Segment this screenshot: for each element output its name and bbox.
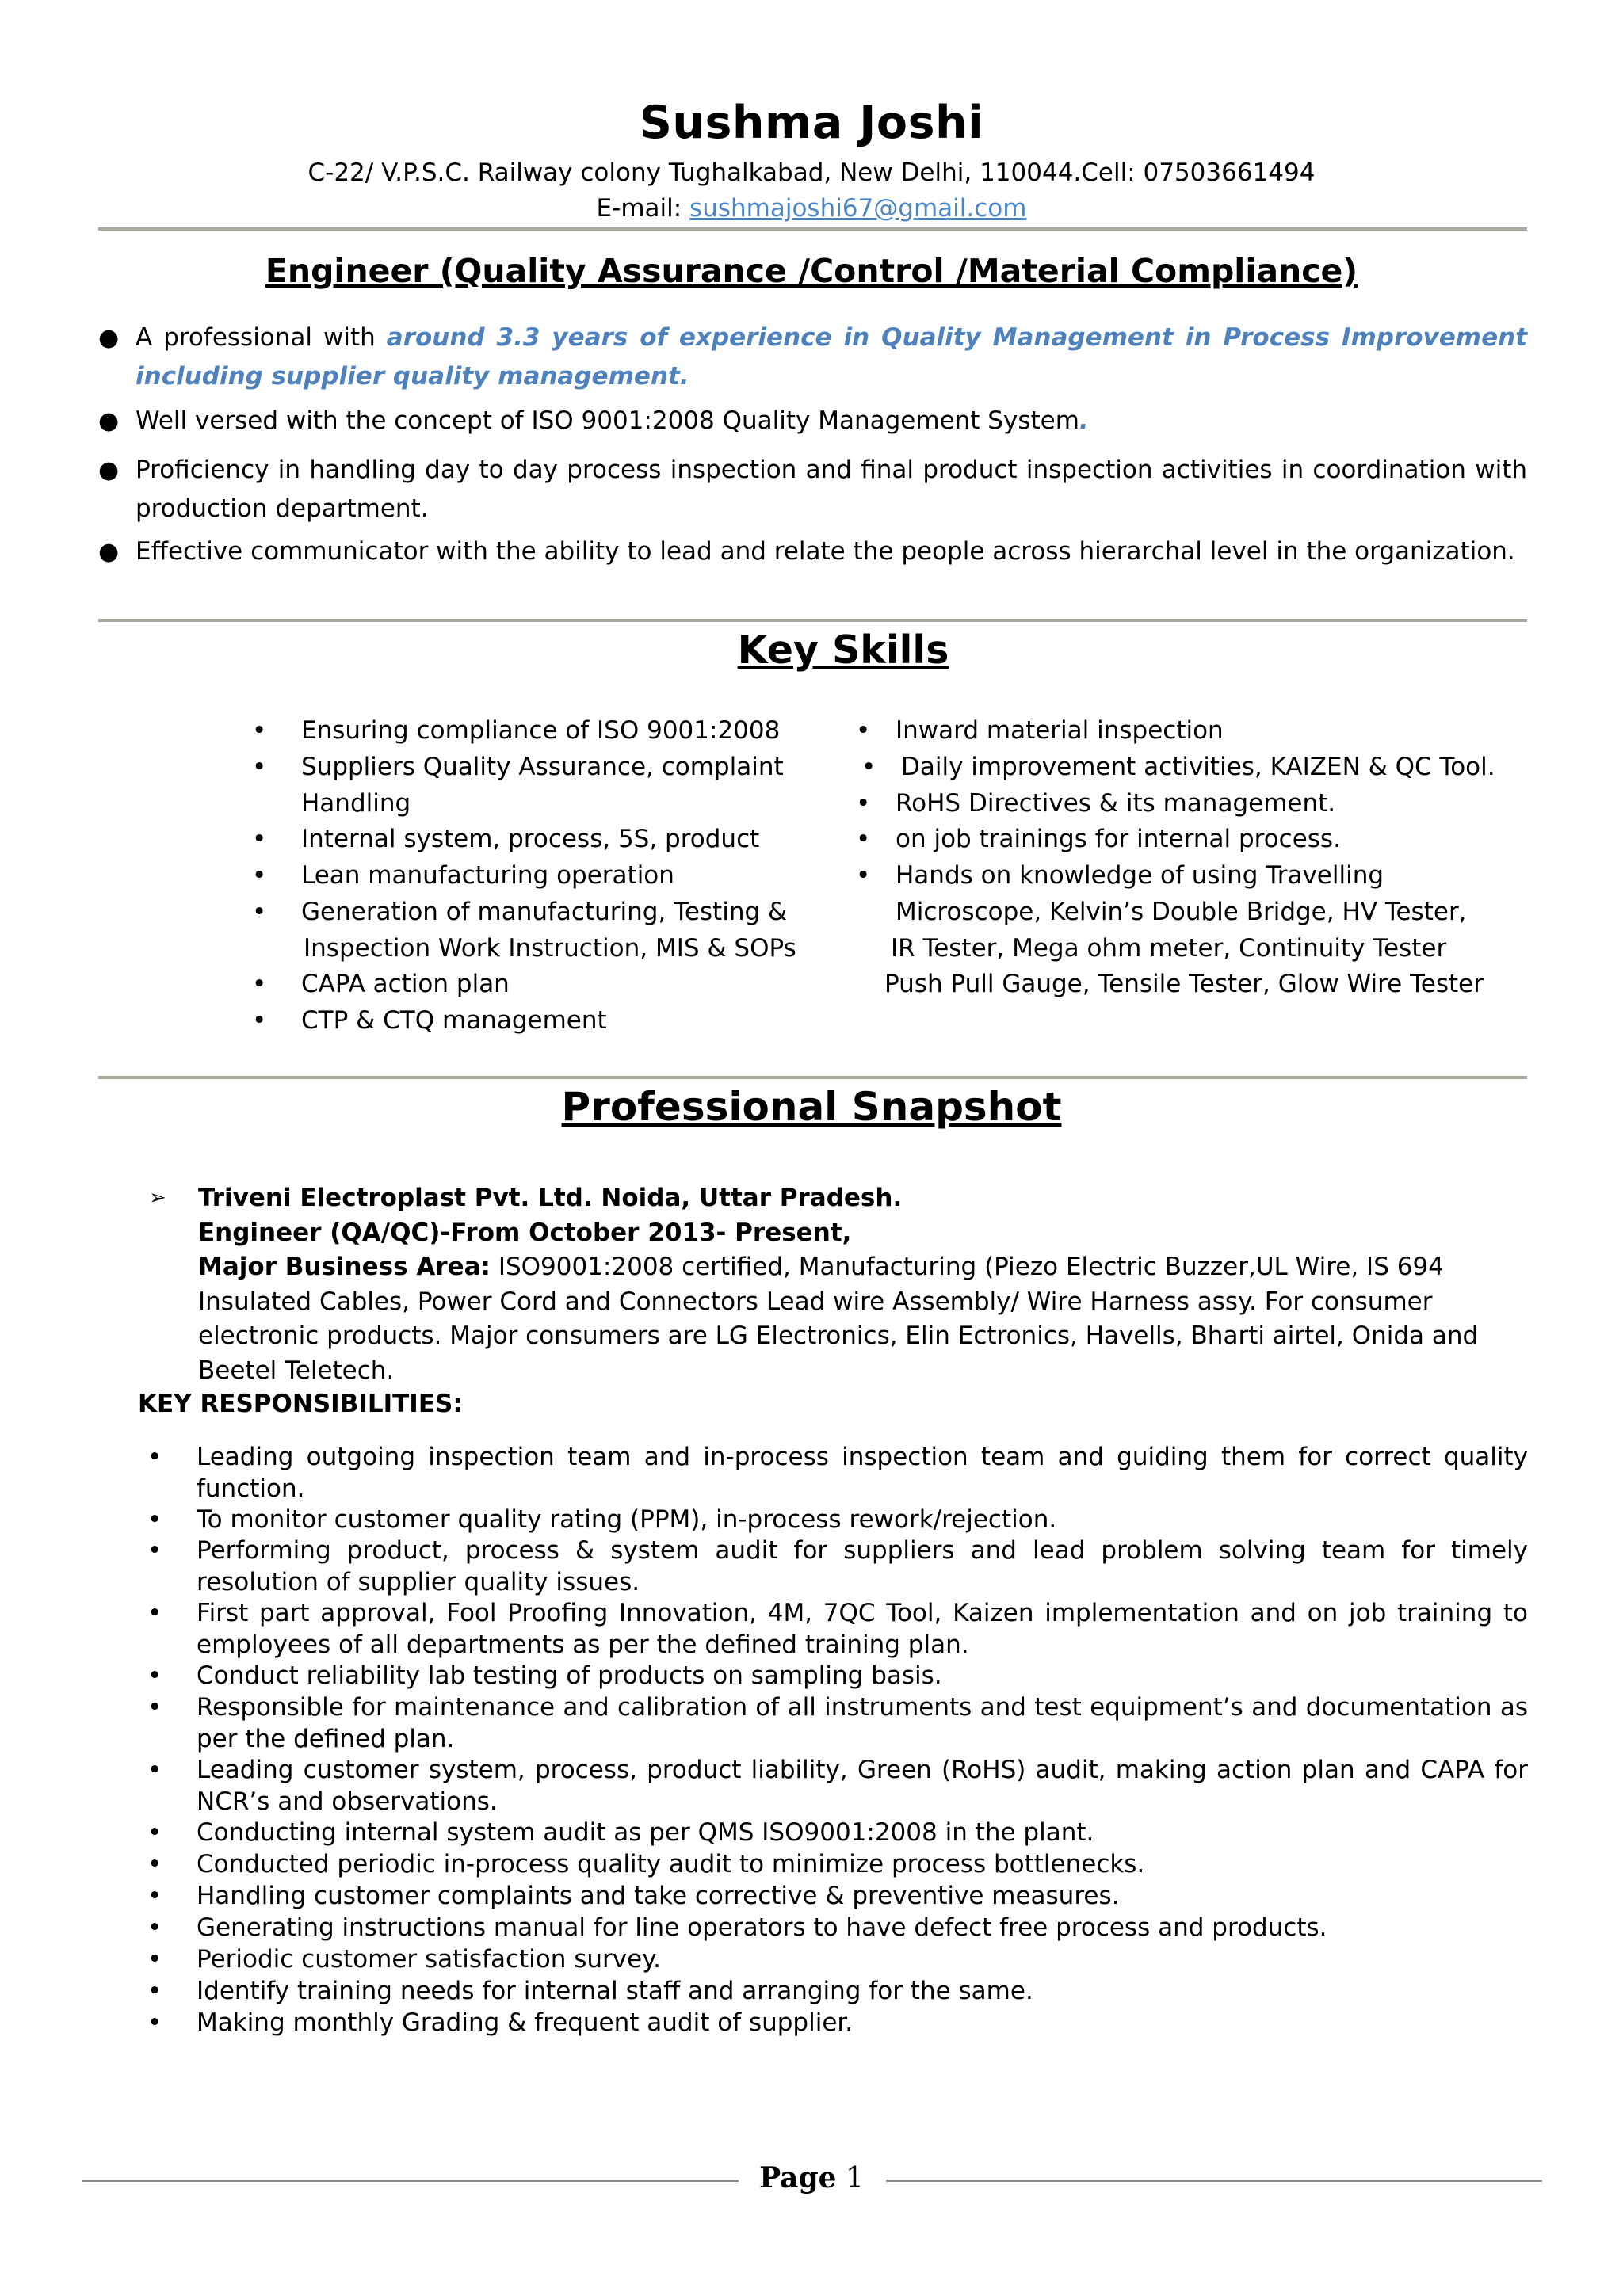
bullet-icon: • bbox=[147, 1693, 162, 1722]
divider-top bbox=[98, 227, 1527, 231]
bullet-icon: ● bbox=[98, 407, 120, 435]
responsibility-text: Conduct reliability lab testing of products on sampling basis. bbox=[197, 1661, 942, 1690]
bullet-icon: • bbox=[147, 1756, 162, 1784]
skill-continuation: Handling bbox=[301, 789, 411, 818]
bullet-icon: ● bbox=[98, 324, 120, 352]
responsibility-text: Conducting internal system audit as per QMS ISO9001:2008 in the plant. bbox=[197, 1818, 1094, 1847]
bullet-icon: • bbox=[147, 1945, 162, 1974]
business-area bbox=[198, 1250, 1529, 1388]
bullet-icon: • bbox=[147, 1882, 162, 1910]
bullet-icon: • bbox=[252, 1006, 267, 1035]
summary-text-part: A professional with bbox=[136, 323, 387, 352]
responsibility-text: Identify training needs for internal staff and arranging for the same. bbox=[197, 1977, 1033, 2005]
email-line bbox=[0, 194, 1623, 223]
divider-skills bbox=[98, 619, 1527, 622]
responsibility-text: Periodic customer satisfaction survey. bbox=[197, 1945, 662, 1974]
responsibility-text: Handling customer complaints and take corrective & preventive measures. bbox=[197, 1882, 1120, 1910]
summary-text: Effective communicator with the ability to lead and relate the people across hierarchal level in the organization. bbox=[136, 537, 1515, 566]
skill-text: on job trainings for internal process. bbox=[896, 825, 1341, 853]
skill-text: Daily improvement activities, KAIZEN & QC Tool. bbox=[901, 753, 1495, 781]
email-link[interactable]: sushmajoshi67@gmail.com bbox=[689, 194, 1027, 223]
company-details bbox=[198, 1181, 1529, 1388]
skill-text: Inward material inspection bbox=[896, 716, 1224, 745]
footer-rule-left bbox=[82, 2180, 739, 2182]
bullet-icon: • bbox=[147, 1505, 162, 1534]
skill-continuation: IR Tester, Mega ohm meter, Continuity Tester bbox=[891, 934, 1447, 963]
footer-rule-right bbox=[886, 2180, 1542, 2182]
skill-text: Suppliers Quality Assurance, complaint bbox=[301, 753, 784, 781]
responsibility-text: Generating instructions manual for line operators to have defect free process and products. bbox=[197, 1913, 1327, 1942]
responsibility-text: First part approval, Fool Proofing Innovation, 4M, 7QC Tool, Kaizen implementation and on job training to employees of all departments as per the defined training plan. bbox=[197, 1599, 1528, 1659]
bullet-icon: • bbox=[252, 825, 267, 853]
bullet-icon: • bbox=[861, 753, 876, 781]
bullet-icon: • bbox=[252, 898, 267, 926]
skill-continuation: Inspection Work Instruction, MIS & SOPs bbox=[304, 934, 796, 963]
responsibilities-title: KEY RESPONSIBILITIES: bbox=[138, 1390, 463, 1418]
bullet-icon: • bbox=[252, 716, 267, 745]
bullet-icon: • bbox=[147, 1913, 162, 1942]
summary-highlight: . bbox=[1079, 406, 1089, 435]
responsibility-text: Making monthly Grading & frequent audit of supplier. bbox=[197, 2008, 854, 2037]
skill-continuation: Push Pull Gauge, Tensile Tester, Glow Wire Tester bbox=[884, 970, 1484, 998]
skill-text: Ensuring compliance of ISO 9001:2008 bbox=[301, 716, 781, 745]
bullet-icon: • bbox=[147, 1443, 162, 1471]
bullet-icon: • bbox=[147, 1536, 162, 1565]
responsibility-text: Leading outgoing inspection team and in-process inspection team and guiding them for correct quality function. bbox=[197, 1443, 1528, 1503]
bullet-icon: • bbox=[252, 753, 267, 781]
summary-highlight: around 3.3 years of experience in Quality Management in Process Improvement including supplier quality management. bbox=[136, 323, 1528, 391]
bullet-icon: • bbox=[147, 1818, 162, 1847]
skills-title: Key Skills bbox=[737, 627, 949, 673]
responsibility-text: To monitor customer quality rating (PPM), in-process rework/rejection. bbox=[197, 1505, 1057, 1534]
page-number-value: 1 bbox=[846, 2162, 864, 2195]
bullet-icon: • bbox=[252, 970, 267, 998]
skill-continuation: Microscope, Kelvin’s Double Bridge, HV Tester, bbox=[896, 898, 1467, 926]
email-label: E-mail: bbox=[596, 194, 690, 223]
summary-text: Proficiency in handling day to day process inspection and final product inspection activities in coordination with production department. bbox=[136, 456, 1527, 523]
bullet-icon: • bbox=[856, 861, 871, 890]
bullet-icon: • bbox=[147, 1977, 162, 2005]
company-name: Triveni Electroplast Pvt. Ltd. Noida, Uttar Pradesh. bbox=[198, 1184, 903, 1212]
business-text: ISO9001:2008 certified, Manufacturing (Piezo Electric Buzzer,UL Wire, IS 694 Insulated Cables, Power Cord and Connectors Lead wire Assembly/ Wire Harness assy. For consumer electronic products. Major consumers are LG Electronics, Elin Ectronics, Havells, Bharti airtel, Onida and Beetel Teletech. bbox=[198, 1253, 1479, 1385]
address-line: C-22/ V.P.S.C. Railway colony Tughalkabad, New Delhi, 110044.Cell: 07503661494 bbox=[307, 158, 1316, 187]
page-number bbox=[732, 2161, 891, 2195]
bullet-icon: • bbox=[147, 1661, 162, 1690]
skill-text: Lean manufacturing operation bbox=[301, 861, 674, 890]
skill-text: Hands on knowledge of using Travelling bbox=[896, 861, 1384, 890]
responsibility-text: Leading customer system, process, product liability, Green (RoHS) audit, making action plan and CAPA for NCR’s and observations. bbox=[197, 1756, 1528, 1816]
snapshot-title: Professional Snapshot bbox=[561, 1084, 1062, 1130]
bullet-icon: ● bbox=[98, 538, 120, 566]
bullet-icon: • bbox=[856, 716, 871, 745]
page-label: Page bbox=[759, 2161, 837, 2195]
business-label: Major Business Area: bbox=[198, 1253, 491, 1281]
summary-text-part: Well versed with the concept of ISO 9001:2008 Quality Management System bbox=[136, 406, 1079, 435]
bullet-icon: • bbox=[147, 1599, 162, 1627]
divider-snapshot bbox=[98, 1076, 1527, 1079]
bullet-icon: ● bbox=[98, 456, 120, 484]
bullet-icon: • bbox=[856, 789, 871, 818]
responsibility-text: Responsible for maintenance and calibration of all instruments and test equipment’s and documentation as per the defined plan. bbox=[197, 1693, 1528, 1753]
bullet-icon: • bbox=[147, 1850, 162, 1878]
bullet-icon: • bbox=[252, 861, 267, 890]
job-role: Engineer (QA/QC)-From October 2013- Present, bbox=[198, 1218, 852, 1247]
responsibility-text: Conducted periodic in-process quality audit to minimize process bottlenecks. bbox=[197, 1850, 1145, 1878]
arrow-bullet-icon: ➢ bbox=[149, 1186, 166, 1210]
skill-text: RoHS Directives & its management. bbox=[896, 789, 1336, 818]
summary-text bbox=[136, 402, 1527, 441]
candidate-name: Sushma Joshi bbox=[639, 97, 984, 149]
objective-title: Engineer (Quality Assurance /Control /Material Compliance) bbox=[265, 252, 1358, 290]
skill-text: CAPA action plan bbox=[301, 970, 510, 998]
bullet-icon: • bbox=[856, 825, 871, 853]
skill-text: Internal system, process, 5S, product bbox=[301, 825, 760, 853]
responsibility-text: Performing product, process & system audit for suppliers and lead problem solving team for timely resolution of supplier quality issues. bbox=[197, 1536, 1528, 1596]
skill-text: CTP & CTQ management bbox=[301, 1006, 607, 1035]
skill-text: Generation of manufacturing, Testing & bbox=[301, 898, 788, 926]
summary-text bbox=[136, 318, 1527, 396]
bullet-icon: • bbox=[147, 2008, 162, 2037]
